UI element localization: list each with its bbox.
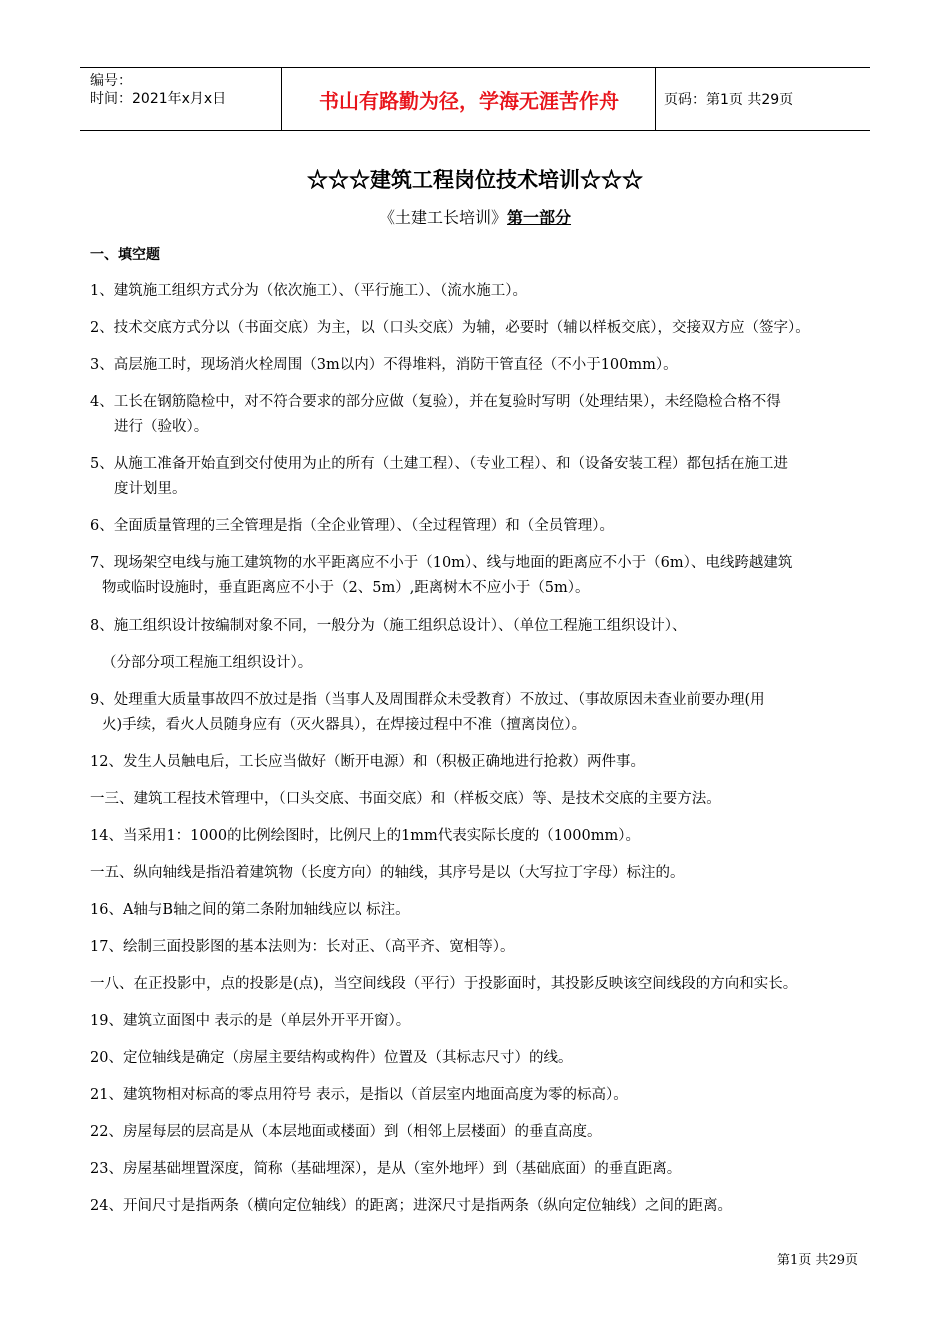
item-text: 4、工长在钢筋隐检中，对不符合要求的部分应做（复验），并在复验时写明（处理结果），未经隐检合格不得	[90, 394, 781, 410]
item-text-continued: 度计划里。	[114, 481, 187, 497]
item-text: 20、定位轴线是确定（房屋主要结构或构件）位置及（其标志尺寸）的线。	[90, 1050, 573, 1066]
serial-label: 编号：	[90, 73, 132, 89]
item-text-continued: 进行（验收）。	[114, 419, 209, 435]
item-text: 23、房屋基础埋置深度，简称（基础埋深），是从（室外地坪）到（基础底面）的垂直距离。	[90, 1161, 682, 1177]
subtitle-part: 第一部分	[507, 208, 572, 227]
list-item	[90, 898, 862, 923]
list-item	[90, 972, 862, 997]
item-text: 22、房屋每层的层高是从（本层地面或楼面）到（相邻上层楼面）的垂直高度。	[90, 1124, 602, 1140]
item-text: 9、处理重大质量事故四不放过是指（当事人及周围群众未受教育）不放过、（事故原因未查业前要办理(用	[90, 692, 765, 708]
header-motto: 书山有路勤为径，学海无涯苦作舟	[319, 88, 619, 113]
list-item	[90, 452, 862, 502]
item-text: 3、高层施工时，现场消火栓周围（3m以内）不得堆料，消防干管直径（不小于100mm）。	[90, 357, 678, 373]
header-page-info: 页码：第1页 共29页	[664, 92, 794, 108]
list-item	[90, 353, 862, 378]
header-meta	[90, 72, 226, 108]
list-item	[90, 390, 862, 440]
item-text: 16、A轴与B轴之间的第二条附加轴线应以 标注。	[90, 902, 410, 918]
list-item	[90, 614, 862, 639]
document-title: ☆☆☆建筑工程岗位技术培训☆☆☆	[307, 167, 643, 192]
list-item	[90, 1194, 862, 1219]
list-item	[90, 861, 862, 886]
list-item	[90, 1157, 862, 1182]
list-item	[102, 651, 874, 676]
item-text: 8、施工组织设计按编制对象不同，一般分为（施工组织总设计）、（单位工程施工组织设计）、	[90, 618, 687, 634]
list-item	[90, 1083, 862, 1108]
page-header	[80, 67, 870, 131]
item-text-continued: 火)手续，看火人员随身应有（灭火器具），在焊接过程中不准（擅离岗位）。	[102, 717, 587, 733]
document-subtitle	[0, 205, 950, 228]
item-text: 一三、建筑工程技术管理中，（口头交底、书面交底）和（样板交底）等、是技术交底的主要方法。	[90, 791, 721, 807]
item-text: 一八、在正投影中，点的投影是(点)，当空间线段（平行）于投影面时，其投影反映该空间线段的方向和实长。	[90, 976, 798, 992]
item-text: 21、建筑物相对标高的零点用符号 表示，是指以（首层室内地面高度为零的标高）。	[90, 1087, 628, 1103]
list-item	[90, 935, 862, 960]
item-text-continued: 物或临时设施时，垂直距离应不小于（2、5m）,距离树木不应小于（5m）。	[102, 580, 590, 596]
item-text: 6、全面质量管理的三全管理是指（全企业管理）、（全过程管理）和（全员管理）。	[90, 518, 614, 534]
list-item	[90, 1046, 862, 1071]
item-text: （分部分项工程施工组织设计）。	[102, 655, 313, 671]
item-text: 一五、纵向轴线是指沿着建筑物（长度方向）的轴线，其序号是以（大写拉丁字母）标注的。	[90, 865, 685, 881]
list-item	[90, 824, 862, 849]
item-text: 2、技术交底方式分以（书面交底）为主，以（口头交底）为辅，必要时（辅以样板交底），交接双方应（签字）。	[90, 320, 810, 336]
item-text: 7、现场架空电线与施工建筑物的水平距离应不小于（10m）、线与地面的距离应不小于（6m）、电线跨越建筑	[90, 555, 793, 571]
list-item	[90, 279, 862, 304]
subtitle-prefix: 《土建工长培训》	[378, 208, 507, 227]
item-text: 12、发生人员触电后，工长应当做好（断开电源）和（积极正确地进行抢救）两件事。	[90, 754, 645, 770]
list-item	[90, 750, 862, 775]
list-item	[90, 787, 862, 812]
list-item	[90, 1120, 862, 1145]
list-item	[90, 688, 862, 738]
item-text: 5、从施工准备开始直到交付使用为止的所有（土建工程）、（专业工程）、和（设备安装工程）都包括在施工进	[90, 456, 788, 472]
item-text: 14、当采用1：1000的比例绘图时，比例尺上的1mm代表实际长度的（1000mm）。	[90, 828, 640, 844]
item-text: 1、建筑施工组织方式分为（依次施工）、（平行施工）、（流水施工）。	[90, 283, 527, 299]
section-heading: 一、填空题	[90, 247, 160, 263]
header-divider	[655, 68, 656, 130]
list-item	[90, 316, 862, 341]
page-footer: 第1页 共29页	[777, 1253, 858, 1268]
item-text: 17、绘制三面投影图的基本法则为：长对正、（高平齐、宽相等）。	[90, 939, 515, 955]
date-label: 时间：2021年x月x日	[90, 91, 227, 107]
item-text: 19、建筑立面图中 表示的是（单层外开平开窗）。	[90, 1013, 411, 1029]
list-item	[90, 551, 862, 601]
item-text: 24、开间尺寸是指两条（横向定位轴线）的距离；进深尺寸是指两条（纵向定位轴线）之间的距离。	[90, 1198, 732, 1214]
list-item	[90, 1009, 862, 1034]
list-item	[90, 514, 862, 539]
